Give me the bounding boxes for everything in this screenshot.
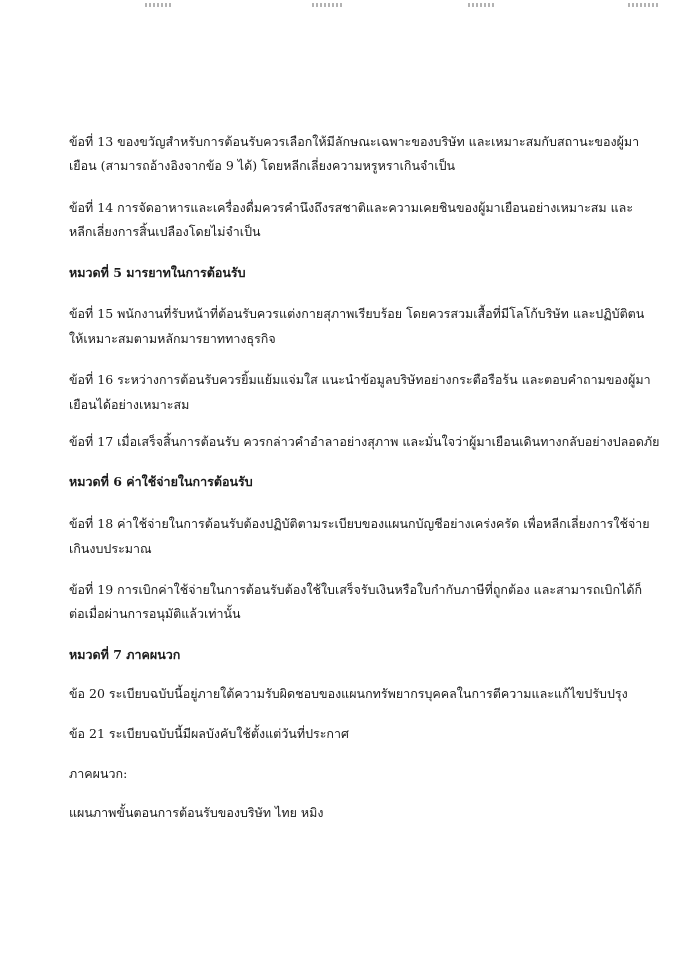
clause-13-line-1: ข้อที่ 13 ของขวัญสำหรับการต้อนรับควรเลือกให้มีลักษณะเฉพาะของบริษัท และเหมาะสมกับสถานะของผู้มา	[69, 134, 640, 149]
clause-20-line-1: ข้อ 20 ระเบียบฉบับนี้อยู่ภายใต้ความรับผิดชอบของแผนกทรัพยากรบุคคลในการตีความและแก้ไขปรับปรุง	[69, 686, 628, 701]
appendix-label: ภาคผนวก:	[69, 766, 128, 781]
section-7-title: หมวดที่ 7 ภาคผนวก	[69, 647, 181, 662]
scan-mark	[312, 3, 342, 7]
appendix-item: แผนภาพขั้นตอนการต้อนรับของบริษัท ไทย หมิง	[69, 805, 324, 820]
clause-15-line-2: ให้เหมาะสมตามหลักมารยาททางธุรกิจ	[69, 331, 276, 346]
scan-mark	[628, 3, 658, 7]
clause-15-line-1: ข้อที่ 15 พนักงานที่รับหน้าที่ต้อนรับควรแต่งกายสุภาพเรียบร้อย โดยควรสวมเสื้อที่มีโลโก้บริษัท และปฏิบัติตน	[69, 306, 645, 321]
clause-19-line-2: ต่อเมื่อผ่านการอนุมัติแล้วเท่านั้น	[69, 606, 241, 621]
clause-16-line-1: ข้อที่ 16 ระหว่างการต้อนรับควรยิ้มแย้มแจ่มใส แนะนำข้อมูลบริษัทอย่างกระตือรือร้น และตอบคำถามของผู้มา	[69, 372, 651, 387]
clause-14-line-2: หลีกเลี่ยงการสิ้นเปลืองโดยไม่จำเป็น	[69, 224, 261, 239]
clause-21-line-1: ข้อ 21 ระเบียบฉบับนี้มีผลบังคับใช้ตั้งแต่วันที่ประกาศ	[69, 726, 349, 741]
clause-18-line-1: ข้อที่ 18 ค่าใช้จ่ายในการต้อนรับต้องปฏิบัติตามระเบียบของแผนกบัญชีอย่างเคร่งครัด เพื่อหลีกเลี่ยงการใช้จ่าย	[69, 516, 650, 531]
clause-17-line-1: ข้อที่ 17 เมื่อเสร็จสิ้นการต้อนรับ ควรกล่าวคำอำลาอย่างสุภาพ และมั่นใจว่าผู้มาเยือนเดินทางกลับอย่างปลอดภัย	[69, 434, 660, 449]
scan-mark	[145, 3, 171, 7]
clause-13-line-2: เยือน (สามารถอ้างอิงจากข้อ 9 ได้) โดยหลีกเลี่ยงความหรูหราเกินจำเป็น	[69, 158, 456, 173]
clause-19-line-1: ข้อที่ 19 การเบิกค่าใช้จ่ายในการต้อนรับต้องใช้ใบเสร็จรับเงินหรือใบกำกับภาษีที่ถูกต้อง และสามารถเบิกได้ก็	[69, 582, 643, 597]
section-5-title: หมวดที่ 5 มารยาทในการต้อนรับ	[69, 265, 246, 280]
scan-mark	[468, 3, 496, 7]
clause-14-line-1: ข้อที่ 14 การจัดอาหารและเครื่องดื่มควรคำนึงถึงรสชาติและความเคยชินของผู้มาเยือนอย่างเหมาะสม และ	[69, 200, 634, 215]
scan-artifact-strip	[0, 0, 693, 10]
section-6-title: หมวดที่ 6 ค่าใช้จ่ายในการต้อนรับ	[69, 474, 253, 489]
clause-16-line-2: เยือนได้อย่างเหมาะสม	[69, 397, 190, 412]
clause-18-line-2: เกินงบประมาณ	[69, 541, 152, 556]
